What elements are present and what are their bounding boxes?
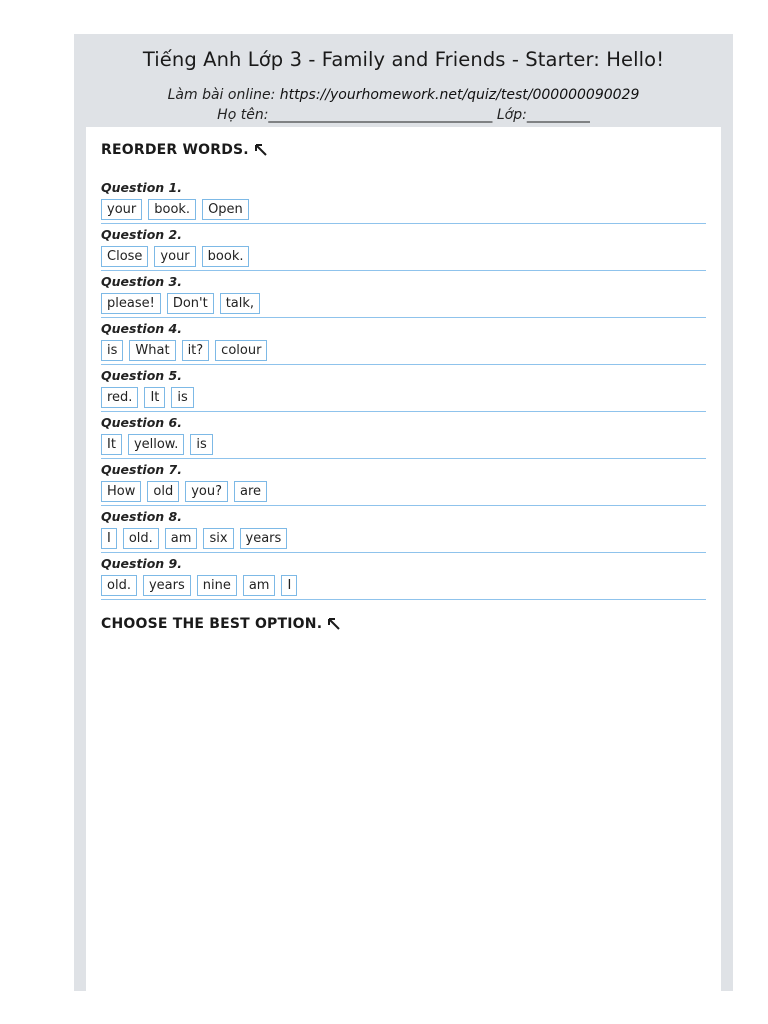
word-tiles [101, 574, 706, 596]
question-item [101, 179, 706, 224]
section-reorder-words [101, 142, 706, 158]
word-tile[interactable]: What [129, 340, 175, 361]
word-tile[interactable]: six [203, 528, 233, 549]
word-tile[interactable]: am [243, 575, 276, 596]
word-tile[interactable]: red. [101, 387, 138, 408]
question-label: Question 6. [101, 415, 182, 430]
word-tile[interactable]: is [190, 434, 212, 455]
question-item [101, 320, 706, 365]
worksheet-content [86, 127, 721, 991]
word-tile[interactable]: colour [215, 340, 267, 361]
question-label: Question 5. [101, 368, 182, 383]
online-prefix: Làm bài online: [167, 87, 280, 103]
word-tiles [101, 339, 706, 361]
word-tile[interactable]: Close [101, 246, 148, 267]
question-item [101, 273, 706, 318]
word-tile[interactable]: your [101, 199, 142, 220]
page-title: Tiếng Anh Lớp 3 - Family and Friends - Starter: Hello! [142, 48, 665, 71]
word-tile[interactable]: years [240, 528, 288, 549]
student-info-line: Họ tên:________________________________ Lớp:_________ [217, 107, 590, 123]
word-tile[interactable]: I [281, 575, 297, 596]
word-tile[interactable]: it? [182, 340, 210, 361]
word-tiles [101, 245, 706, 267]
word-tile[interactable]: is [171, 387, 193, 408]
question-item [101, 226, 706, 271]
word-tile[interactable]: Open [202, 199, 249, 220]
word-tile[interactable]: book. [202, 246, 250, 267]
arrow-up-left-icon[interactable] [328, 618, 340, 630]
word-tiles [101, 198, 706, 220]
word-tile[interactable]: is [101, 340, 123, 361]
section-title: CHOOSE THE BEST OPTION. [101, 616, 323, 632]
word-tile[interactable]: talk, [220, 293, 260, 314]
question-item [101, 555, 706, 600]
word-tile[interactable]: It [144, 387, 165, 408]
question-label: Question 2. [101, 227, 182, 242]
word-tiles [101, 386, 706, 408]
word-tile[interactable]: I [101, 528, 117, 549]
online-url[interactable]: https://yourhomework.net/quiz/test/000000090029 [279, 87, 640, 103]
question-label: Question 4. [101, 321, 182, 336]
word-tiles [101, 292, 706, 314]
word-tiles [101, 480, 706, 502]
worksheet-header [74, 34, 733, 125]
word-tile[interactable]: am [165, 528, 198, 549]
word-tile[interactable]: old. [123, 528, 159, 549]
word-tile[interactable]: please! [101, 293, 161, 314]
worksheet-page [74, 34, 733, 991]
word-tile[interactable]: nine [197, 575, 237, 596]
question-label: Question 3. [101, 274, 182, 289]
word-tile[interactable]: book. [148, 199, 196, 220]
section-choose-best-option [101, 616, 706, 632]
question-item [101, 367, 706, 412]
word-tile[interactable]: your [154, 246, 195, 267]
question-label: Question 1. [101, 180, 182, 195]
word-tile[interactable]: are [234, 481, 267, 502]
question-label: Question 8. [101, 509, 182, 524]
word-tile[interactable]: yellow. [128, 434, 184, 455]
arrow-up-left-icon[interactable] [255, 144, 267, 156]
word-tile[interactable]: Don't [167, 293, 214, 314]
question-label: Question 9. [101, 556, 182, 571]
word-tile[interactable]: you? [185, 481, 228, 502]
online-link-line [74, 85, 733, 105]
section-title: REORDER WORDS. [101, 142, 249, 158]
question-item [101, 414, 706, 459]
word-tile[interactable]: years [143, 575, 191, 596]
word-tile[interactable]: old [147, 481, 179, 502]
word-tile[interactable]: How [101, 481, 141, 502]
word-tiles [101, 433, 706, 455]
word-tiles [101, 527, 706, 549]
word-tile[interactable]: It [101, 434, 122, 455]
question-item [101, 461, 706, 506]
word-tile[interactable]: old. [101, 575, 137, 596]
question-label: Question 7. [101, 462, 182, 477]
question-list [101, 179, 706, 600]
question-item [101, 508, 706, 553]
